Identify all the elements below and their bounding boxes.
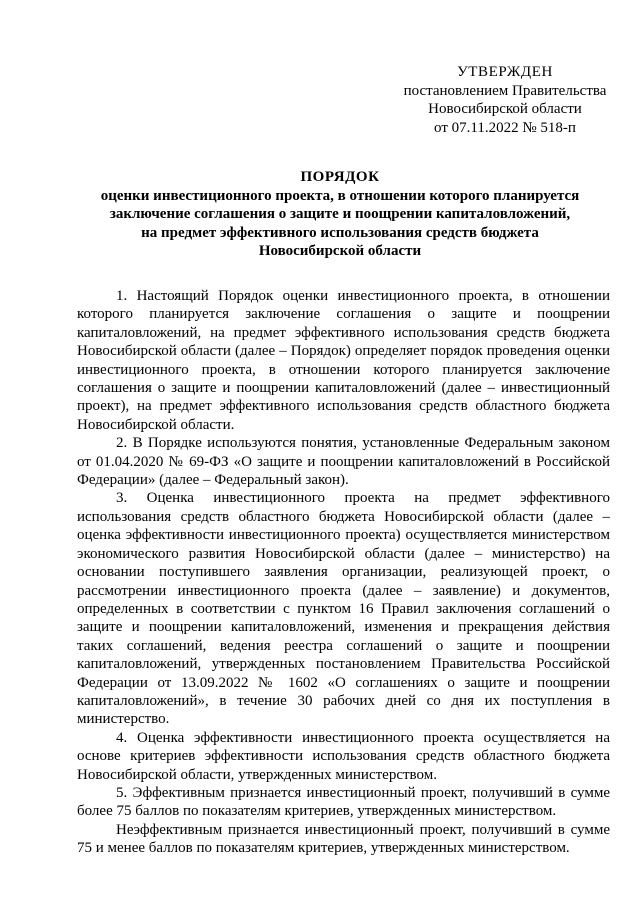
paragraph-3: 3. Оценка инвестиционного проекта на предмет эффективного использования средств областного бюджета Новосибирской области (далее – оценка эффективности инвестиционного проекта) осуществляется министерством экономического развития Новосибирской области (далее – министерство) на основании поступившего заявления организации, реализующей проект, о рассмотрении инвестиционного проекта (далее – заявление) и документов, определенных в соответствии с пунктом 16 Правил заключения соглашений о защите и поощрении капиталовложений, изменения и прекращения действия таких соглашений, ведения реестра соглашений о защите и поощрении капиталовложений, утвержденных постановлением Правительства Российской Федерации от 13.09.2022 № 1602 «О соглашениях о защите и поощрении капиталовложений», в течение 30 рабочих дней со дня их поступления в министерство. [77, 490, 610, 728]
title-line: заключение соглашения о защите и поощрении капиталовложений, [109, 206, 571, 222]
approval-by: постановлением Правительства [403, 82, 607, 99]
paragraph-1: 1. Настоящий Порядок оценки инвестиционного проекта, в отношении которого планируется заключение соглашения о защите и поощрении капиталовложений, на предмет эффективного использования средств бюджета Новосибирской области (далее – Порядок) определяет порядок проведения оценки инвестиционного проекта, в отношении которого планируется заключение соглашения о защите и поощрении капиталовложений (далее – инвестиционный проект), на предмет эффективного использования средств областного бюджета Новосибирской области. [77, 288, 610, 433]
document-body [77, 287, 610, 858]
approval-region: Новосибирской области [428, 101, 582, 117]
title-heading: ПОРЯДОК [300, 169, 380, 185]
paragraph-2: 2. В Порядке используются понятия, установленные Федеральным законом от 01.04.2020 № 69-ФЗ «О защите и поощрении капиталовложений в Российской Федерации» (далее – Федеральный закон). [77, 435, 610, 489]
paragraph-4: 4. Оценка эффективности инвестиционного проекта осуществляется на основе критериев эффективности использования средств областного бюджета Новосибирской области, утвержденных министерством. [77, 729, 610, 783]
title-line: оценки инвестиционного проекта, в отношении которого планируется [100, 187, 580, 204]
approval-date-number: от 07.11.2022 № 518-п [434, 119, 576, 136]
approval-stamp [385, 63, 625, 137]
title-line: на предмет эффективного использования средств бюджета [141, 224, 539, 241]
approval-status: УТВЕРЖДЕН [457, 64, 553, 80]
paragraph-5: 5. Эффективным признается инвестиционный проект, получивший в сумме более 75 баллов по показателям критериев, утвержденных министерством. [77, 784, 610, 820]
title-line: Новосибирской области [258, 243, 422, 259]
paragraph-5-continued: Неэффективным признается инвестиционный проект, получивший в сумме 75 и менее баллов по показателям критериев, утвержденных министерством. [77, 821, 610, 857]
document-title [80, 168, 600, 261]
